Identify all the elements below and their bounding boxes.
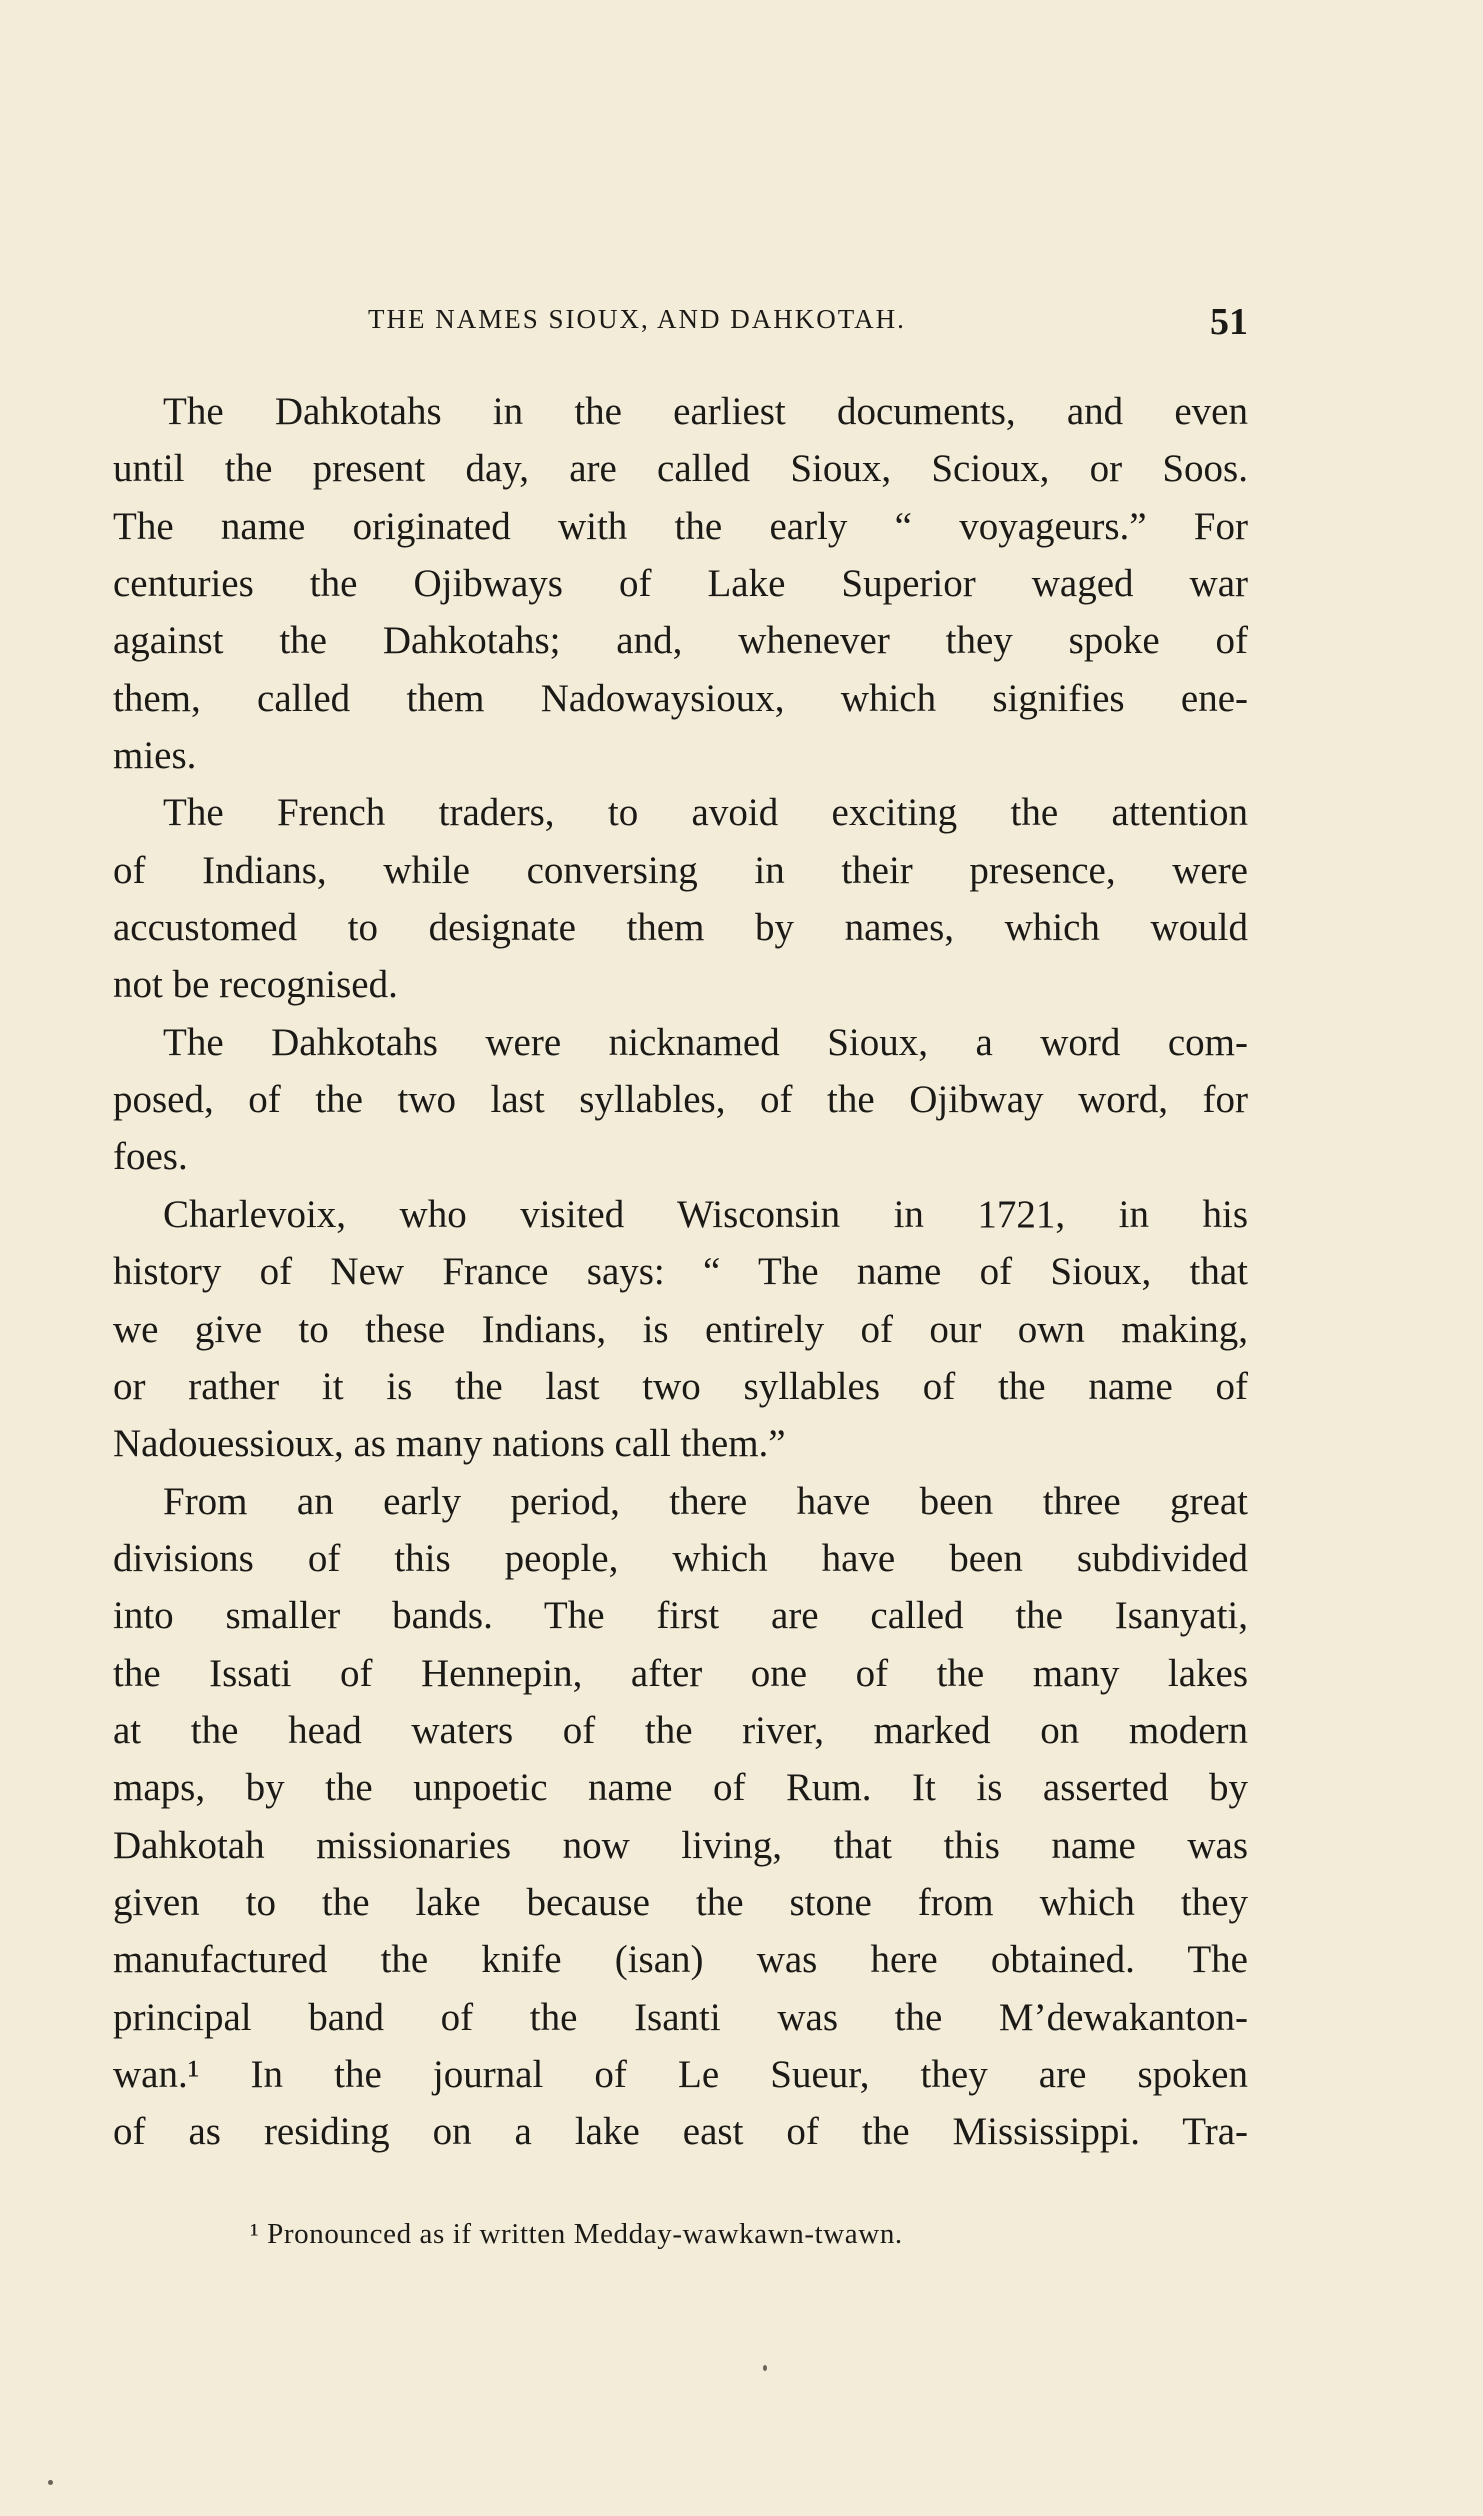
running-header	[0, 300, 1483, 350]
paper-speck	[763, 2365, 767, 2371]
footnote: ¹ Pronounced as if written Medday-wawkawn-twawn.	[250, 2218, 903, 2250]
text-line: The Dahkotahs in the earliest documents, and even	[163, 390, 1248, 433]
page-number: 51	[1210, 301, 1248, 343]
text-line: The name originated with the early “ voyageurs.” For	[113, 504, 1248, 548]
text-line: wan.¹ In the journal of Le Sueur, they are spoken	[113, 2052, 1248, 2096]
running-title: THE NAMES SIOUX, AND DAHKOTAH.	[368, 304, 906, 334]
paper-speck	[48, 2480, 53, 2485]
text-line: or rather it is the last two syllables of the name of	[113, 1364, 1248, 1408]
text-line: Charlevoix, who visited Wisconsin in 1721, in his	[163, 1192, 1248, 1236]
text-line: them, called them Nadowaysioux, which signifies ene-	[113, 676, 1248, 720]
text-line: history of New France says: “ The name of Sioux, that	[113, 1250, 1248, 1294]
text-line: at the head waters of the river, marked on modern	[113, 1708, 1248, 1752]
text-line: into smaller bands. The first are called the Isanyati,	[113, 1594, 1248, 1638]
text-line: maps, by the unpoetic name of Rum. It is asserted by	[113, 1766, 1248, 1810]
text-line: mies.	[113, 734, 197, 778]
text-line: of Indians, while conversing in their presence, were	[113, 848, 1248, 892]
body-text	[113, 383, 1248, 2161]
text-line: of as residing on a lake east of the Mississippi. Tra-	[113, 2110, 1248, 2154]
text-line: against the Dahkotahs; and, whenever they spoke of	[113, 619, 1248, 663]
text-line: Dahkotah missionaries now living, that this name was	[113, 1823, 1248, 1867]
text-line: principal band of the Isanti was the M’dewakanton-	[113, 1995, 1248, 2039]
text-line: Nadouessioux, as many nations call them.”	[113, 1422, 786, 1466]
text-line: we give to these Indians, is entirely of our own making,	[113, 1307, 1248, 1351]
text-line: The Dahkotahs were nicknamed Sioux, a word com-	[163, 1020, 1248, 1064]
text-line: posed, of the two last syllables, of the Ojibway word, for	[113, 1078, 1248, 1122]
text-line: divisions of this people, which have been subdivided	[113, 1536, 1248, 1580]
text-line: From an early period, there have been three great	[163, 1479, 1248, 1523]
text-line: foes.	[113, 1135, 188, 1179]
text-line: not be recognised.	[113, 963, 398, 1007]
text-line: given to the lake because the stone from which they	[113, 1880, 1248, 1924]
text-line: until the present day, are called Sioux, Scioux, or Soos.	[113, 447, 1248, 491]
text-line: manufactured the knife (isan) was here obtained. The	[113, 1938, 1248, 1982]
text-line: The French traders, to avoid exciting the attention	[163, 791, 1248, 835]
text-line: accustomed to designate them by names, which would	[113, 906, 1248, 950]
text-line: the Issati of Hennepin, after one of the many lakes	[113, 1651, 1248, 1695]
text-line: centuries the Ojibways of Lake Superior waged war	[113, 562, 1248, 606]
